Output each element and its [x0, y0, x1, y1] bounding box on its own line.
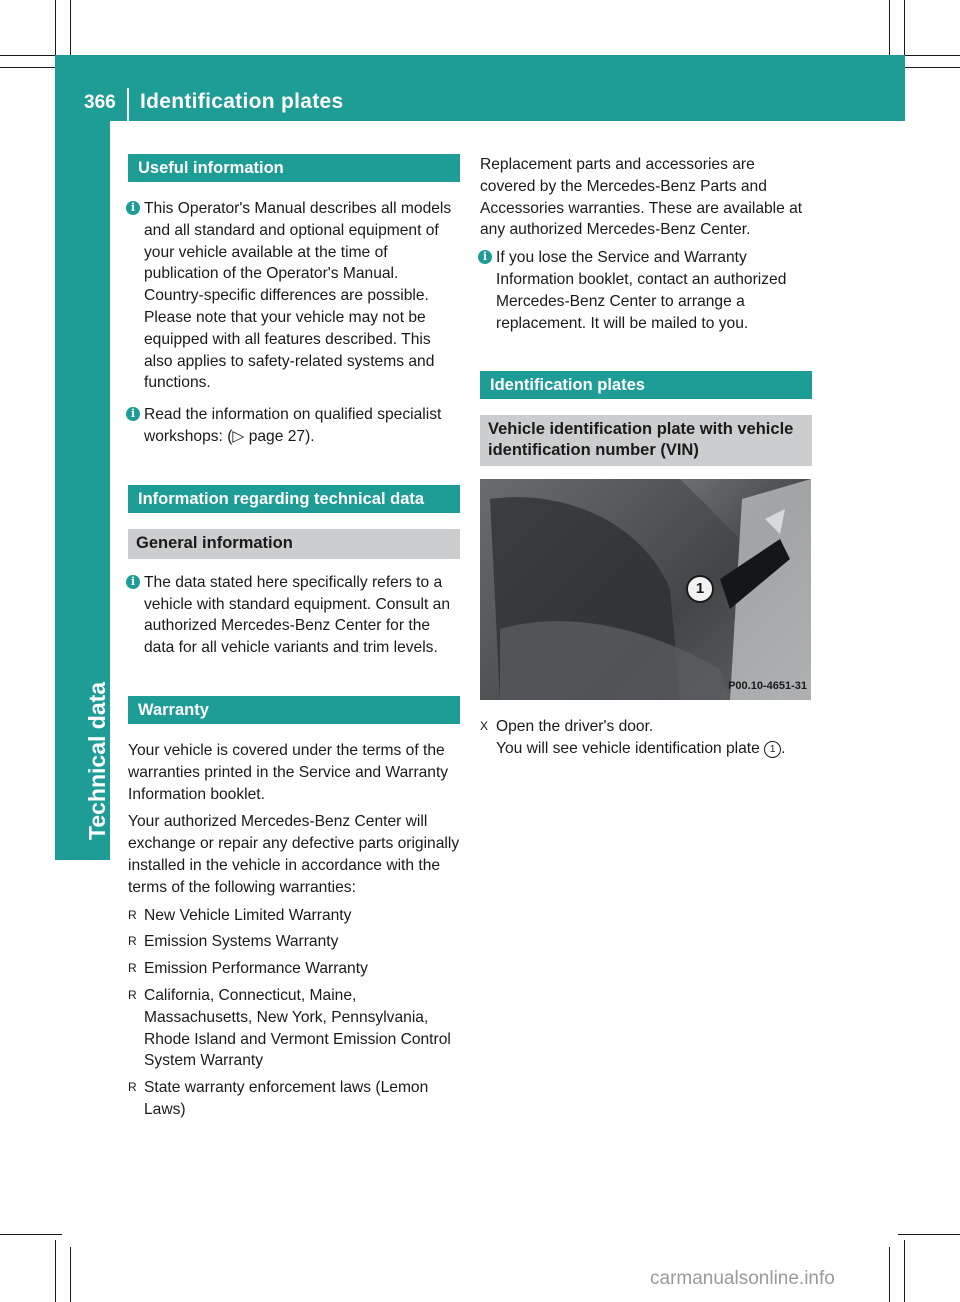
crop-mark	[898, 1234, 960, 1235]
info-icon: i	[478, 250, 492, 264]
info-icon: i	[126, 575, 140, 589]
general-information-subheading: General information	[128, 529, 460, 559]
info-note	[480, 247, 812, 334]
note-text: This Operator's Manual describes all models and all standard and optional equipment of your vehicle available at the time of publication of the Operator's Manual. Country-specific differences are possible. Please note that your vehicle may not be equipped with all features described. This also applies to safety-related systems and functions.	[144, 200, 452, 392]
warranty-paragraph: Your authorized Mercedes-Benz Center will exchange or repair any defective parts originally installed in the vehicle in accordance with the terms of the following warranties:	[128, 813, 460, 896]
warranty-paragraph: Your vehicle is covered under the terms of the warranties printed in the Service and Warranty Information booklet.	[128, 741, 449, 803]
crop-mark	[55, 0, 56, 62]
crop-mark	[889, 0, 890, 55]
bullet-mark: R	[128, 1080, 137, 1095]
crop-mark	[898, 67, 960, 68]
info-note	[128, 572, 460, 659]
page-number: 366	[84, 92, 116, 113]
list-item	[128, 985, 460, 1072]
technical-data-heading: Information regarding technical data	[128, 485, 460, 513]
list-item-text: Emission Systems Warranty	[144, 933, 339, 951]
watermark: carmanualsonline.info	[650, 1268, 835, 1289]
list-item-text: Emission Performance Warranty	[144, 960, 368, 978]
step-text: Open the driver's door.	[496, 718, 654, 736]
vin-plate-subheading: Vehicle identification plate with vehicle identification number (VIN)	[480, 415, 812, 466]
list-item-text: New Vehicle Limited Warranty	[144, 906, 352, 924]
warranty-continued-paragraph: Replacement parts and accessories are covered by the Mercedes-Benz Parts and Accessories warranties. These are available at any authorized Mercedes-Benz Center.	[480, 156, 803, 239]
info-icon: i	[126, 407, 140, 421]
bullet-mark: R	[128, 934, 137, 949]
note-text: If you lose the Service and Warranty Information booklet, contact an authorized Mercedes-Benz Center to arrange a replacement. It will be mailed to you.	[496, 249, 787, 332]
list-item	[128, 958, 460, 980]
instruction-step	[480, 716, 812, 760]
crop-mark	[904, 1240, 905, 1302]
result-end: .	[781, 740, 786, 758]
list-item-text: California, Connecticut, Maine, Massachusetts, New York, Pennsylvania, Rhode Island and Vermont Emission Control System Warranty	[144, 986, 451, 1070]
page-title: Identification plates	[140, 90, 344, 113]
crop-mark	[904, 0, 905, 62]
callout-marker: 1	[686, 575, 714, 603]
crop-mark	[0, 67, 62, 68]
useful-information-heading: Useful information	[128, 154, 460, 182]
callout-reference: 1	[764, 741, 781, 758]
note-text: The data stated here specifically refers to a vehicle with standard equipment. Consult an authorized Mercedes-Benz Center for the data for all vehicle variants and trim levels.	[144, 573, 450, 657]
bullet-mark: R	[128, 907, 137, 922]
warranty-list	[128, 905, 460, 1121]
info-icon: i	[126, 201, 140, 215]
door-sill-illustration	[480, 479, 811, 700]
crop-mark	[55, 1240, 56, 1302]
section-tab-label: Technical data	[84, 681, 110, 840]
right-column	[480, 154, 812, 760]
list-item	[128, 931, 460, 953]
list-item-text: State warranty enforcement laws (Lemon Laws)	[144, 1079, 429, 1118]
figure-code: P00.10-4651-31	[728, 679, 807, 692]
bullet-mark: R	[128, 987, 137, 1002]
crop-mark	[0, 1234, 62, 1235]
vin-plate-photo	[480, 479, 811, 700]
bullet-mark: R	[128, 961, 137, 976]
crop-mark	[905, 55, 960, 56]
header-divider	[127, 88, 129, 121]
list-item	[128, 1077, 460, 1121]
crop-mark	[70, 1247, 71, 1302]
identification-plates-heading: Identification plates	[480, 371, 812, 399]
note-text: Read the information on qualified specialist workshops: (▷ page 27).	[144, 406, 442, 445]
warranty-heading: Warranty	[128, 696, 460, 724]
crop-mark	[0, 55, 55, 56]
crop-mark	[889, 1247, 890, 1302]
list-item	[128, 905, 460, 927]
left-column	[128, 154, 460, 1126]
info-note	[128, 198, 460, 394]
step-marker: X	[480, 719, 489, 734]
result-text: You will see vehicle identification plate	[496, 740, 765, 758]
crop-mark	[70, 0, 71, 55]
info-note	[128, 404, 460, 448]
